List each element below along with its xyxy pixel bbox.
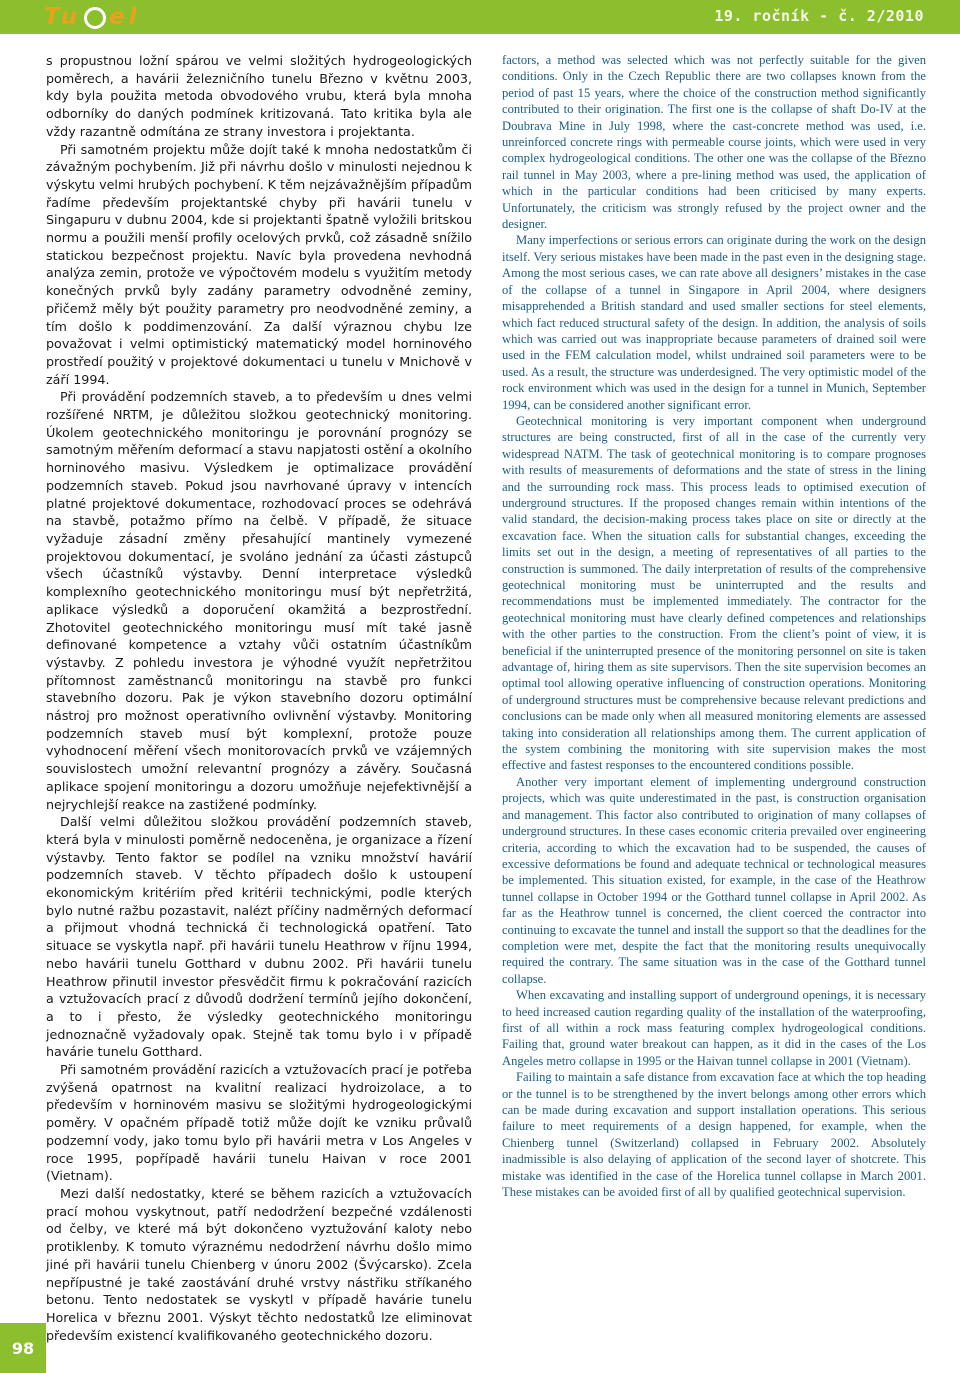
en-paragraph-1: factors, a method was selected which was not perfectly suitable for the given conditions. Only in the Czech Republic there are two collapses known from the period of past 15 years, where the choice of the construction method significantly contributed to their origination. The first one is the collapse of shaft Do-IV at the Doubrava Mine in July 1998, where the cast-concrete method was used, i.e. unreinforced concrete rings with permeable course joints, which were used in very complex hydrogeological conditions. The other one was the collapse of the Březno rail tunnel in May 2003, where a pre-lining method was used, the application of which in the particular conditions had been criticised by many experts. Unfortunately, the criticism was strongly refused by the project owner and the designer. xyxy=(502,53,926,232)
page-number: 98 xyxy=(0,1323,46,1373)
cz-paragraph-4: Další velmi důležitou složkou provádění podzemních staveb, která byla v minulosti poměrně nedoceněna, je organizace a řízení výstavby. Tento faktor se podílel na vzniku množství havárií podzemních staveb. V těchto případech došlo k ustoupení ekonomickým kritériím před kritérii technickými, podle kterých bylo nutné ražbu pozastavit, nalézt příčiny nadměrných deformací a přijmout vhodná technická či technologická opatření. Tato situace se vyskytla např. při havárii tunelu Heathrow v říjnu 1994, nebo havárii tunelu Gotthard v dubnu 2002. Při havárii tunelu Heathrow přinutil investor přesvědčit firmu k pokračování razicích a vztužovacích prací z důvodů dodržení termínů jejího dokončení, a to i přesto, že výsledky geotechnického monitoringu jednoznačně vyžadovaly opak. Stejně tak tomu bylo i v případě havárie tunelu Gotthard. xyxy=(46,814,472,1060)
issue-label: 19. ročník - č. 2/2010 xyxy=(714,7,924,25)
magazine-logo xyxy=(44,2,141,32)
english-text-column xyxy=(502,52,926,1200)
en-paragraph-2: Many imperfections or serious errors can originate during the work on the design itself. Very serious mistakes have been made in the past even in the designing stage. Among the most serious cases, we can rate above all designers’ mistakes in the case of the collapse of a tunnel in Singapore in April 2004, where designers misapprehended a British standard and used smaller sections for steel elements, which fact reduced structural safety of the design. In addition, the analysis of soils which was carried out was inappropriate because parameters of drained soil were used in the FEM calculation model, whilst undrained soil parameters were to be used. As a result, the structure was underdesigned. The very optimistic model of the rock environment which was used in the design for a tunnel in Munich, September 1994, can be considered another significant error. xyxy=(502,233,926,412)
en-paragraph-4: Another very important element of implementing underground construction projects, which was quite underestimated in the past, is construction organisation and management. This factor also contributed to origination of many collapses of underground structures. In these cases economic criteria prevailed over engineering criteria, according to which the excavation had to be suspended, the causes of excessive deformations be found and adequate technical or technological measures be implemented. This situation existed, for example, in the case of the Heathrow tunnel collapse in October 1994 or the Gotthard tunnel collapse in April 2002. As far as the Heathrow tunnel is concerned, the client coerced the contractor into continuing to excavate the tunnel and install the support so that the deadlines for the completion were met, despite the fact that the monitoring results unequivocally required the contrary. The same situation was in the case of the Gotthard tunnel collapse. xyxy=(502,774,926,986)
page-header xyxy=(0,0,960,34)
logo-letters-tu: Tu xyxy=(44,4,82,30)
logo-ring-icon xyxy=(84,7,106,29)
cz-paragraph-2: Při samotném projektu může dojít také k mnoha nedostatkům či závažným pochybením. Již při návrhu došlo v minulosti nejednou k výskytu velmi hrubých pochybení. K těm nejzávažnějším případům řadíme především projektantské chyby při havárii tunelu v Singapuru v dubnu 2004, kde si projektanti špatně vyložili britskou normu a použili menší profily ocelových prvků, což zásadně snížilo statickou bezpečnost projektu. Navíc byla provedena nevhodná analýza zemin, protože ve výpočtovém modelu s využitím metody konečných prvků byly zadány parametry odvodněné zeminy, přičemž měly být použity parametry pro neodvodněné zeminy, a tím došlo k poddimenzování. Za další výraznou chybu lze považovat i velmi optimistický matematický model horninového prostředí použitý v projektové dokumentaci u tunelu v Mnichově v září 1994. xyxy=(46,141,472,387)
en-paragraph-5: When excavating and installing support of underground openings, it is necessary to heed increased caution regarding quality of the installation of the waterproofing, first of all within a rock mass featuring complex hydrogeological conditions. Failing that, ground water breakout can happen, as it did in the cases of the Los Angeles metro collapse in 1995 or the Haivan tunnel collapse in 2001 (Vietnam). xyxy=(502,988,926,1068)
czech-text-column xyxy=(46,52,472,1344)
cz-paragraph-3: Při provádění podzemních staveb, a to především u dnes velmi rozšířené NRTM, je důležitou složkou geotechnický monitoring. Úkolem geotechnického monitoringu je porovnání prognózy se samotným měřením deformací a stavu napjatosti ostění a okolního horninového masivu. Výsledkem je optimalizace provádění podzemních staveb. Pokud jsou navrhované úpravy v intencích platné projektové dokumentace, rozhodovací proces se odehrává na stavbě, potažmo přímo na čelbě. V případě, že situace vyžaduje zásadní změny přesahující mantinely vymezené projektovou dokumentací, je svoláno jednání za účasti zástupců všech účastníků výstavby. Denní interpretace výsledků komplexního geotechnického monitoringu musí být nepřetržitá, aplikace výsledků a doporučení okamžitá a bezprostřední. Zhotovitel geotechnického monitoringu musí mít také jasně definované kompetence a vztahy vůči ostatním účastníkům výstavby. Z pohledu investora je výhodné využít nepřetržitou přítomnost zaměstnanců monitoringu na stavbě pro funkci stavebního dozoru. Pak je výkon stavebního dozoru optimální nástroj pro možnost operativního ovlivnění výstavby. Monitoring podzemních staveb musí být komplexní, protože pouze vyhodnocení měření všech monitorovacích prvků ve vzájemných souvislostech umožní relevantní prognózy a závěry. Současná aplikace spojení monitoringu a dozoru umožňuje nejefektivnější a nejrychlejší reakce na zastižené podmínky. xyxy=(46,389,472,812)
en-paragraph-6: Failing to maintain a safe distance from excavation face at which the top heading or the tunnel is to be strengthened by the invert belongs among other errors which can be made during excavation and support installation operations. This serious failure to meet requirements of a design happened, for example, when the Chienberg tunnel (Switzerland) collapsed in February 2002. Absolutely inadmissible is also delaying of application of the second layer of shotcrete. This mistake was identified in the case of the Horelica tunnel collapse in March 2001. These mistakes can be avoided first of all by qualified geotechnical supervision. xyxy=(502,1070,926,1200)
cz-paragraph-5: Při samotném provádění razicích a vztužovacích prací je potřeba zvýšená opatrnost na kvalitní realizaci hydroizolace, a to především v horninovém masivu se složitými hydrogeologickými poměry. V opačném případě totiž může dojít ke vzniku průvalů podzemní vody, jako tomu bylo při havárii metra v Los Angeles v roce 1995, popřípadě havárii tunelu Haivan v roce 2001 (Vietnam). xyxy=(46,1062,472,1184)
logo-letters-el: el xyxy=(109,4,141,30)
cz-paragraph-1: s propustnou ložní spárou ve velmi složitých hydrogeologických poměrech, a havárii železničního tunelu Březno v květnu 2003, kdy byla použita metoda obvodového vrubu, která byla mnoha odborníky do daných podmínek kritizovaná. Tato kritika byla ale vždy razantně odmítána ze strany investora i projektanta. xyxy=(46,53,472,139)
en-paragraph-3: Geotechnical monitoring is very important component when underground structures are being constructed, first of all in the case of the currently very widespread NATM. The task of geotechnical monitoring is to compare prognoses with results of measurements of deformations and the state of stress in the lining and the surrounding rock mass. This process leads to optimised execution of underground structures. If the proposed changes remain within intentions of the valid standard, the decision-making process takes place on site or directly at the excavation face. When the situation calls for substantial changes, exceeding the limits set out in the design, a meeting of representatives of all parties to the construction is summoned. The daily interpretation of results of the comprehensive geotechnical monitoring must be uninterrupted and the results and recommendations must be implemented immediately. The contractor for the geotechnical monitoring must have clearly defined competences and relationships with the other parties to the construction. From the client’s point of view, it is beneficial if the uninterrupted presence of the monitoring personnel on site is taken advantage of, hiring them as site supervisors. Then the site supervision becomes an optimal tool allowing operative influencing of construction operations. Monitoring of underground structures must be comprehensive because relevant predictions and conclusions can be made only when all measured monitoring elements are assessed taking into consideration all relationships among them. The current application of the system combining the monitoring with site supervision makes the most effective and fastest responses to the encountered conditions possible. xyxy=(502,413,926,773)
cz-paragraph-6: Mezi další nedostatky, které se během razicích a vztužovacích prací mohou vyskytnout, patří nedodržení bezpečné vzdálenosti od čelby, ve které má být dokončeno vyztužování kaloty nebo protiklenby. K tomuto výraznému nedodržení návrhu došlo mimo jiné při havárii tunelu Chienberg v únoru 2002 (Švýcarsko). Zcela nepřípustné je také zaostávání druhé vrstvy nástřiku stříkaného betonu. Tento nedostatek se vyskytl v případě havárie tunelu Horelica v březnu 2001. Výskyt těchto nedostatků lze eliminovat především existencí kvalifikovaného geotechnického dozoru. xyxy=(46,1186,472,1343)
